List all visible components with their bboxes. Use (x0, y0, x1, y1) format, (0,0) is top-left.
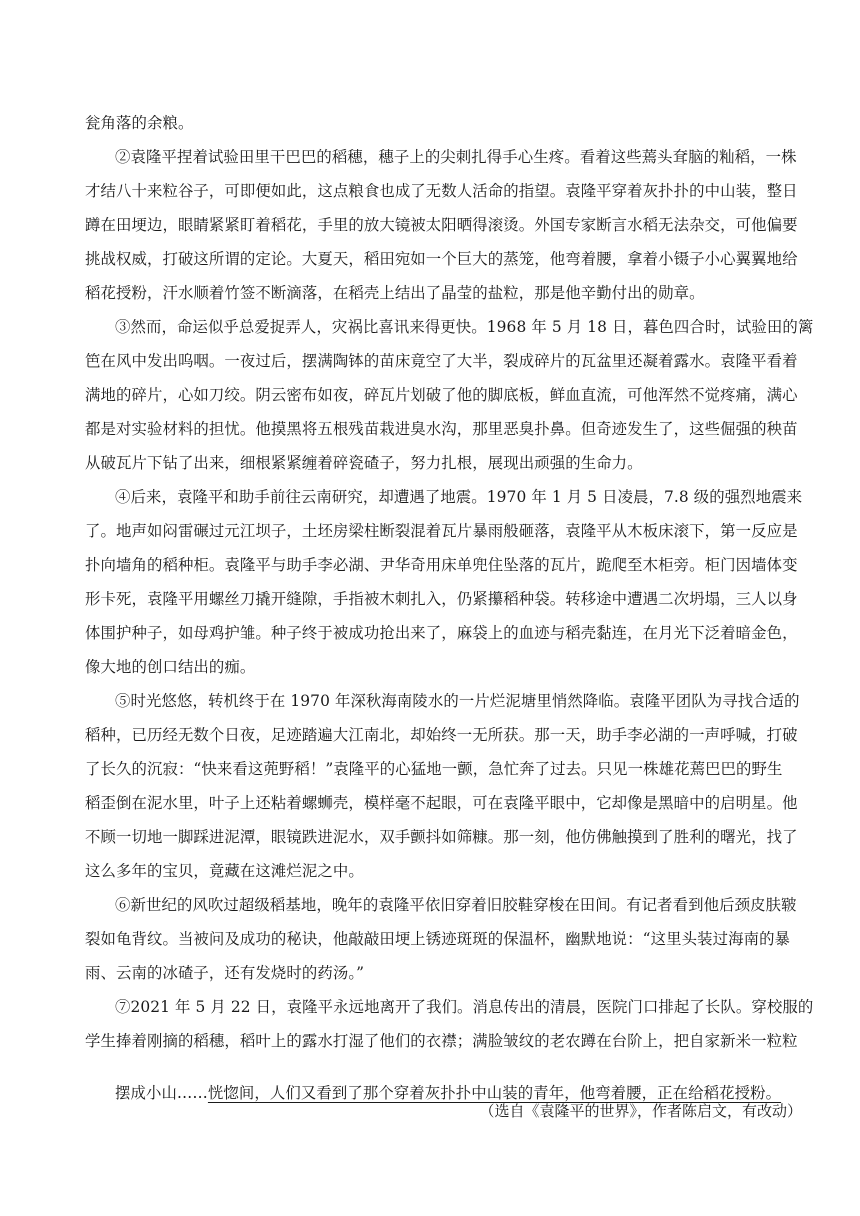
text-line: 稻歪倒在泥水里，叶子上还粘着螺蛳壳，模样毫不起眼，可在袁隆平眼中，它却像是黑暗中的启明星。他 (85, 794, 798, 812)
text-line: 扑向墙角的稻种柜。袁隆平与助手李必湖、尹华奇用床单兜住坠落的瓦片，跪爬至木柜旁。柜门因墙体变 (85, 556, 798, 574)
text-line: ②袁隆平捏着试验田里干巴巴的稻穗，穗子上的尖刺扎得手心生疼。看着这些蔫头耷脑的籼稻，一株 (115, 148, 797, 166)
text-line: 蹲在田埂边，眼睛紧紧盯着稻花，手里的放大镜被太阳晒得滚烫。外国专家断言水稻无法杂交，可他偏要 (85, 216, 798, 234)
source-citation: （选自《袁隆平的世界》，作者陈启文，有改动） (479, 1102, 802, 1120)
text-line: 从破瓦片下钻了出来，细根紧紧缠着碎瓷碴子，努力扎根，展现出顽强的生命力。 (85, 454, 643, 472)
text-line: ⑥新世纪的风吹过超级稻基地，晚年的袁隆平依旧穿着旧胶鞋穿梭在田间。有记者看到他后颈皮肤皲 (115, 896, 797, 914)
text-line: ⑦2021 年 5 月 22 日，袁隆平永远地离开了我们。消息传出的清晨，医院门口排起了长队。穿校服的 (115, 998, 814, 1016)
text-line: 不顾一切地一脚踩进泥潭，眼镜跌进泥水，双手颤抖如筛糠。那一刻，他仿佛触摸到了胜利的曙光，找了 (85, 828, 798, 846)
text-line: 裂如龟背纹。当被问及成功的秘诀，他敲敲田埂上锈迹斑斑的保温杯，幽默地说：“这里头装过海南的暴 (85, 930, 791, 948)
text-line: ④后来，袁隆平和助手前往云南研究，却遭遇了地震。1970 年 1 月 5 日凌晨，7.8 级的强烈地震来 (115, 488, 803, 506)
text-line: 瓮角落的余粮。 (85, 114, 194, 132)
text-line: 稻花授粉，汗水顺着竹签不断滴落，在稻壳上结出了晶莹的盐粒，那是他辛勤付出的勋章。 (85, 284, 705, 302)
text-line: ⑤时光悠悠，转机终于在 1970 年深秋海南陵水的一片烂泥塘里悄然降临。袁隆平团队为寻找合适的 (115, 692, 800, 710)
text-line: 了长久的沉寂：“快来看这蔸野稻！”袁隆平的心猛地一颤，急忙奔了过去。只见一株雄花蔫巴巴的野生 (85, 760, 783, 778)
text-line: 笆在风中发出呜咽。一夜过后，摆满陶钵的苗床竟空了大半，裂成碎片的瓦盆里还凝着露水。袁隆平看着 (85, 352, 798, 370)
text-line: 雨、云南的冰碴子，还有发烧时的药汤。” (85, 964, 365, 982)
text-line: 了。地声如闷雷碾过元江坝子，土坯房梁柱断裂混着瓦片暴雨般砸落，袁隆平从木板床滚下，第一反应是 (85, 522, 798, 540)
text-line: 都是对实验材料的担忧。他摸黑将五根残苗栽进臭水沟，那里恶臭扑鼻。但奇迹发生了，这些倔强的秧苗 (85, 420, 798, 438)
text-line: 才结八十来粒谷子，可即便如此，这点粮食也成了无数人活命的指望。袁隆平穿着灰扑扑的中山装，整日 (85, 182, 798, 200)
text-line: 稻种，已历经无数个日夜，足迹踏遍大江南北，却始终一无所获。那一天，助手李必湖的一声呼喊，打破 (85, 726, 798, 744)
text-line: 挑战权威，打破这所谓的定论。大夏天，稻田宛如一个巨大的蒸笼，他弯着腰，拿着小镊子小心翼翼地给 (85, 250, 798, 268)
text-line: 这么多年的宝贝，竟藏在这滩烂泥之中。 (85, 862, 364, 880)
text-line: 学生捧着刚摘的稻穗，稻叶上的露水打湿了他们的衣襟；满脸皱纹的老农蹲在台阶上，把自家新米一粒粒 (85, 1032, 798, 1050)
text-line: 像大地的创口结出的痂。 (85, 658, 256, 676)
text-line: 形卡死，袁隆平用螺丝刀撬开缝隙，手指被木刺扎入，仍紧攥稻种袋。转移途中遭遇二次坍塌，三人以身 (85, 590, 798, 608)
text-line: 满地的碎片，心如刀绞。阴云密布如夜，碎瓦片划破了他的脚底板，鲜血直流，可他浑然不觉疼痛，满心 (85, 386, 798, 404)
text-plain: 摆成小山…… (114, 1084, 208, 1102)
text-line: ③然而，命运似乎总爱捉弄人，灾祸比喜讯来得更快。1968 年 5 月 18 日，暮色四合时，试验田的篱 (115, 318, 814, 336)
text-line: 体围护种子，如母鸡护雏。种子终于被成功抢出来了，麻袋上的血迹与稻壳黏连，在月光下泛着暗金色， (85, 624, 798, 642)
underlined-sentence: 恍惚间，人们又看到了那个穿着灰扑扑中山装的青年，他弯着腰，正在给稻花授粉。 (207, 1084, 782, 1102)
